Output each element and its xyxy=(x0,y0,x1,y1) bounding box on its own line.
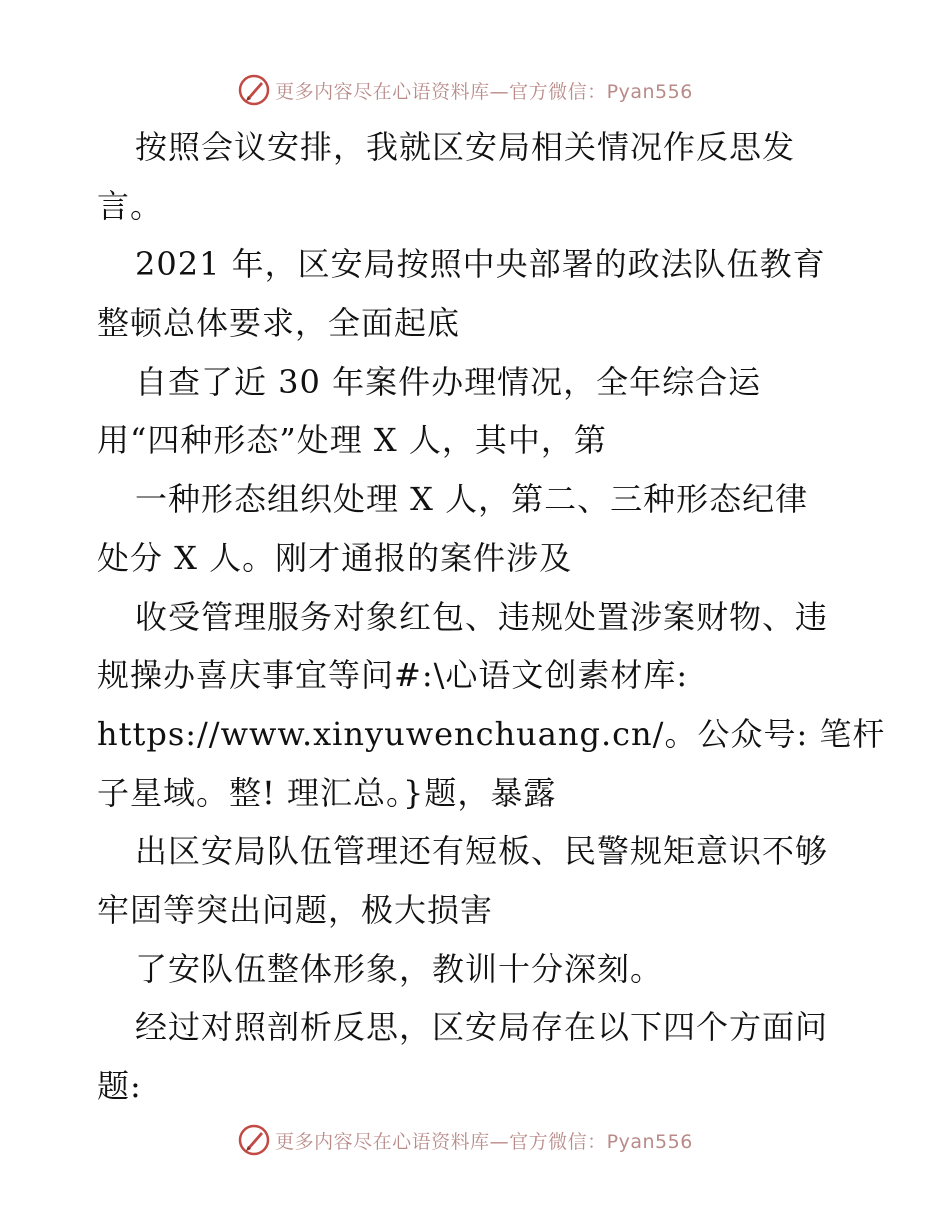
text-line: 题: xyxy=(97,1067,142,1105)
text-line: 言。 xyxy=(97,186,164,225)
text-line: 2021 年，区安局按照中央部署的政法队伍教育 xyxy=(135,245,826,284)
text-line: 一种形态组织处理 X 人，第二、三种形态纪律 xyxy=(135,480,809,519)
text-line: 规操办喜庆事宜等问#:\心语文创素材库: xyxy=(97,656,689,695)
text-line: 出区安局队伍管理还有短板、民警规矩意识不够 xyxy=(135,832,829,871)
quill-pen-logo-icon xyxy=(237,1123,271,1157)
header-banner xyxy=(0,70,950,110)
document-body xyxy=(97,118,886,1116)
text-line: 牢固等突出问题，极大损害 xyxy=(97,890,494,929)
text-line: 处分 X 人。刚才通报的案件涉及 xyxy=(97,538,573,577)
footer-banner xyxy=(0,1120,950,1160)
header-banner-text: 更多内容尽在心语资料库—官方微信：Pyan556 xyxy=(275,80,693,103)
text-line: 按照会议安排，我就区安局相关情况作反思发 xyxy=(135,128,796,166)
text-line: 自查了近 30 年案件办理情况，全年综合运 xyxy=(135,362,762,401)
text-line: 经过对照剖析反思，区安局存在以下四个方面问 xyxy=(135,1008,829,1047)
quill-pen-logo-icon xyxy=(237,73,271,107)
text-line: 子星域。整! 理汇总。}题，暴露 xyxy=(97,773,557,812)
footer-banner-text: 更多内容尽在心语资料库—官方微信：Pyan556 xyxy=(275,1130,693,1153)
text-line: https://www.xinyuwenchuang.cn/。公众号: 笔杆 xyxy=(97,714,886,753)
text-line: 用“四种形态”处理 X 人，其中，第 xyxy=(97,421,607,460)
text-line: 整顿总体要求，全面起底 xyxy=(97,304,461,343)
text-line: 收受管理服务对象红包、违规处置涉案财物、违 xyxy=(135,597,829,636)
text-line: 了安队伍整体形象，教训十分深刻。 xyxy=(135,949,664,988)
